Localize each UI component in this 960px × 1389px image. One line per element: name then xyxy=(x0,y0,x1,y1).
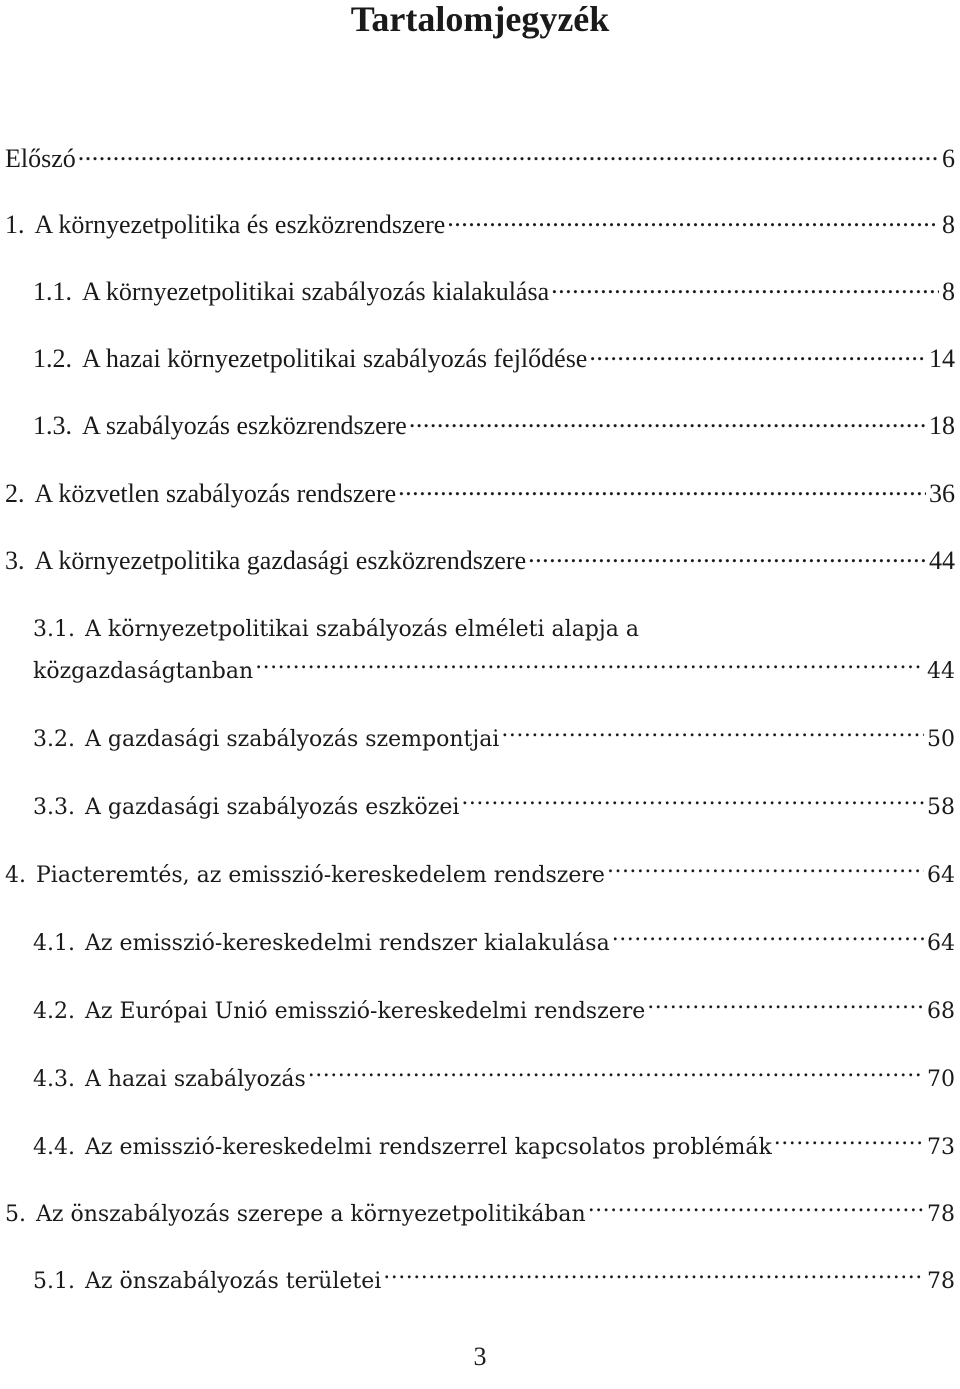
toc-entry-chapter-5[interactable] xyxy=(5,1197,955,1233)
toc-entry-page: 44 xyxy=(929,546,955,575)
toc-entry-label: A hazai környezetpolitikai szabályozás fejlődése xyxy=(82,344,588,373)
toc-entry-section-1-2[interactable] xyxy=(33,341,955,377)
dot-leader xyxy=(774,1132,924,1154)
toc-entry-number: 1.1. xyxy=(33,277,72,306)
toc-entry-page: 8 xyxy=(942,277,955,306)
toc-entry-label: A környezetpolitika és eszközrendszere xyxy=(34,210,446,239)
dot-leader xyxy=(607,860,924,882)
dot-leader xyxy=(447,207,939,233)
dot-leader xyxy=(551,274,939,300)
toc-entry-number: 4.3. xyxy=(33,1067,75,1092)
toc-entry-number: 5.1. xyxy=(33,1269,75,1294)
page-title: Tartalomjegyzék xyxy=(350,0,610,39)
toc-entry-page: 68 xyxy=(927,999,955,1024)
toc-entry-number: 1.2. xyxy=(33,344,72,373)
toc-entry-label: Az emisszió-kereskedelmi rendszer kialakulása xyxy=(84,931,610,956)
toc-entry-page: 58 xyxy=(927,795,955,820)
toc-entry-section-3-2[interactable] xyxy=(33,722,955,758)
toc-entry-number: 3. xyxy=(5,546,25,575)
toc-entry-number: 4. xyxy=(5,863,26,888)
dot-leader xyxy=(383,1266,924,1288)
toc-entry-number: 4.4. xyxy=(33,1135,75,1160)
toc-entry-number: 3.2. xyxy=(33,727,75,752)
toc-entry-page: 14 xyxy=(929,344,955,373)
toc-entry-page: 64 xyxy=(927,931,955,956)
page-number: 3 xyxy=(473,1342,487,1371)
dot-leader xyxy=(589,341,926,367)
toc-entry-section-1-3[interactable] xyxy=(33,408,955,444)
toc-entry-page: 70 xyxy=(927,1067,955,1092)
toc-entry-label: A gazdasági szabályozás szempontjai xyxy=(84,727,500,752)
toc-entry-number: 1. xyxy=(5,210,25,239)
toc-entry-label: Az önszabályozás területei xyxy=(84,1269,382,1294)
toc-entry-page: 78 xyxy=(927,1269,955,1294)
toc-entry-page: 78 xyxy=(927,1202,955,1227)
toc-entry-label: A környezetpolitikai szabályozás elméleti alapja a xyxy=(84,617,639,642)
toc-entry-label: A környezetpolitika gazdasági eszközrendszere xyxy=(34,546,527,575)
toc-entry-section-5-1[interactable] xyxy=(33,1264,955,1300)
toc-entry-number: 3.1. xyxy=(33,617,75,642)
toc-entry-section-3-3[interactable] xyxy=(33,790,955,826)
toc-entry-label: Az Európai Unió emisszió-kereskedelmi rendszere xyxy=(84,999,646,1024)
toc-entry-number: 1.3. xyxy=(33,411,72,440)
toc-entry-label: Piacteremtés, az emisszió-kereskedelem rendszere xyxy=(36,863,605,888)
toc-entry-label: A közvetlen szabályozás rendszere xyxy=(34,479,397,508)
toc-entry-number: 5. xyxy=(5,1202,26,1227)
dot-leader xyxy=(255,656,924,678)
toc-entry-number: 4.2. xyxy=(33,999,75,1024)
dot-leader xyxy=(78,141,939,167)
dot-leader xyxy=(528,543,926,569)
toc-entry-section-4-1[interactable] xyxy=(33,926,955,962)
toc-entry-label: Az önszabályozás szerepe a környezetpolitikában xyxy=(36,1202,586,1227)
toc-entry-page: 64 xyxy=(927,863,955,888)
toc-entry-section-4-4[interactable] xyxy=(33,1130,955,1166)
toc-entry-page: 18 xyxy=(929,411,955,440)
toc-entry-label: Az emisszió-kereskedelmi rendszerrel kapcsolatos problémák xyxy=(84,1135,772,1160)
toc-entry-number: 2. xyxy=(5,479,25,508)
toc-entry-number: 4.1. xyxy=(33,931,75,956)
dot-leader xyxy=(409,408,926,434)
toc-entry-foreword[interactable] xyxy=(5,141,955,177)
toc-entry-section-1-1[interactable] xyxy=(33,274,955,310)
toc-entry-section-4-3[interactable] xyxy=(33,1062,955,1098)
toc-entry-label: A környezetpolitikai szabályozás kialakulása xyxy=(82,277,550,306)
toc-entry-chapter-1[interactable] xyxy=(5,207,955,243)
toc-entry-label: Előszó xyxy=(5,144,76,173)
toc-entry-label: A hazai szabályozás xyxy=(84,1067,306,1092)
toc-entry-page: 50 xyxy=(927,727,955,752)
toc-entry-label: A gazdasági szabályozás eszközei xyxy=(84,795,460,820)
toc-entry-page: 6 xyxy=(942,144,955,173)
toc-entry-page: 44 xyxy=(927,659,955,684)
dot-leader xyxy=(647,996,924,1018)
toc-entry-label: A szabályozás eszközrendszere xyxy=(82,411,407,440)
dot-leader xyxy=(308,1064,924,1086)
toc-entry-section-3-1[interactable] xyxy=(33,612,955,648)
toc-entry-page: 36 xyxy=(929,479,955,508)
dot-leader xyxy=(612,928,924,950)
toc-entry-section-4-2[interactable] xyxy=(33,994,955,1030)
toc-entry-chapter-2[interactable] xyxy=(5,476,955,512)
toc-entry-number: 3.3. xyxy=(33,795,75,820)
dot-leader xyxy=(501,724,924,746)
dot-leader xyxy=(398,476,926,502)
toc-entry-section-3-1-continued[interactable] xyxy=(33,654,955,690)
toc-entry-chapter-3[interactable] xyxy=(5,543,955,579)
toc-entry-chapter-4[interactable] xyxy=(5,858,955,894)
toc-entry-label-continued: közgazdaságtanban xyxy=(33,659,254,684)
toc-entry-page: 73 xyxy=(927,1135,955,1160)
dot-leader xyxy=(588,1199,924,1221)
toc-entry-page: 8 xyxy=(942,210,955,239)
dot-leader xyxy=(461,792,924,814)
